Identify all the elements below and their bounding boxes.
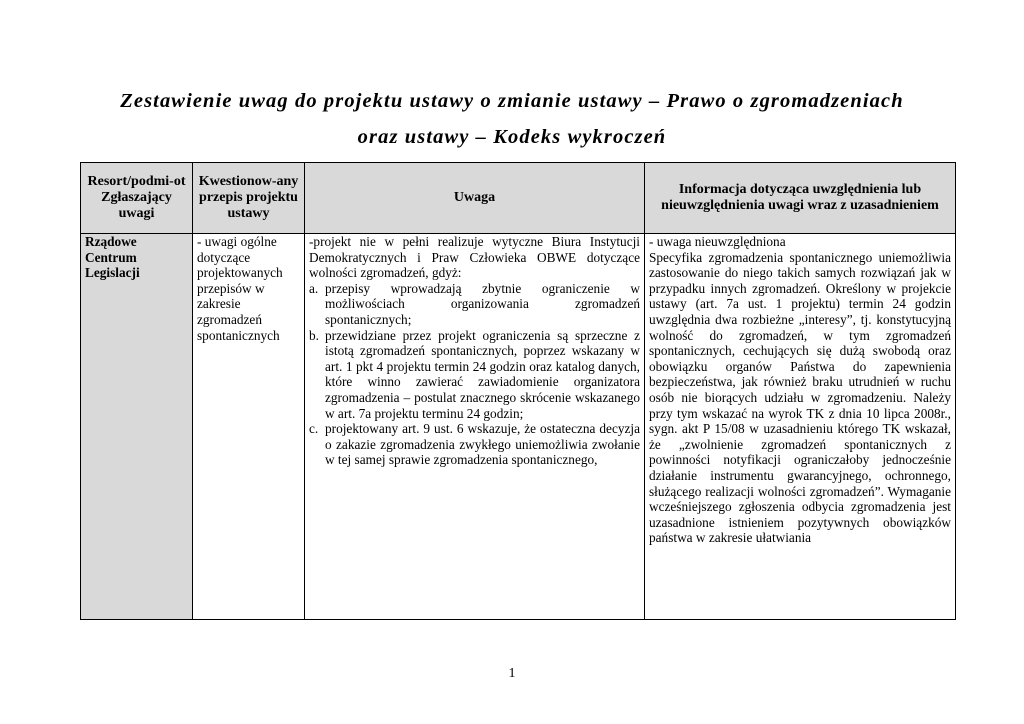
cell-response <box>645 234 956 620</box>
response-status: - uwaga nieuwzględniona <box>649 234 786 249</box>
header-comment: Uwaga <box>305 163 645 234</box>
header-response: Informacja dotycząca uwzględnienia lub nieuwzględnienia uwagi wraz z uzasadnieniem <box>645 163 956 234</box>
comment-intro: -projekt nie w pełni realizuje wytyczne Biura Instytucji Demokratycznych i Praw Człowieka OBWE dotyczące wolności zgromadzeń, gdyż: <box>309 234 640 281</box>
cell-comment <box>305 234 645 620</box>
table-header-row <box>81 163 956 234</box>
table-row <box>81 234 956 620</box>
comments-table <box>80 162 956 620</box>
cell-submitter: Rządowe Centrum Legislacji <box>81 234 193 620</box>
comment-items-list <box>309 281 640 468</box>
cell-provision: - uwagi ogólne dotyczące projektowanych przepisów w zakresie zgromadzeń spontanicznych <box>193 234 305 620</box>
title-line-2: oraz ustawy – Kodeks wykroczeń <box>357 126 667 148</box>
page-number: 1 <box>508 666 516 681</box>
comment-item: a. przepisy wprowadzają zbytnie ograniczenie w możliwościach organizowania zgromadzeń spontanicznych; <box>309 280 640 327</box>
comment-item: c. projektowany art. 9 ust. 6 wskazuje, że ostateczna decyzja o zakazie zgromadzenia zwykłego uniemożliwia zwołanie w tej samej sprawie zgromadzenia spontanicznego, <box>309 421 640 468</box>
title-line-1: Zestawienie uwag do projektu ustawy o zmianie ustawy – Prawo o zgromadzeniach <box>120 90 904 112</box>
document-title <box>60 86 964 152</box>
response-text: Specyfika zgromadzenia spontanicznego uniemożliwia zastosowanie do niego takich samych rozwiązań jak w przypadku innych zgromadzeń. Określony w projekcie ustawy (art. 7a ust. 1 projektu) termin 24 godzin uwzględnia dwa rozbieżne „interesy”, tj. konstytucyjną wolność do zgromadzeń, w tym zgromadzeń spontanicznych, cechujących się dużą swobodą oraz obowiązku organów Państwa do zapewnienia bezpieczeństwa, jak również braku utrudnień w ruchu osób nie biorących udziału w zgromadzeniu. Należy przy tym wskazać na wyrok TK z dnia 10 lipca 2008r., sygn. akt P 15/08 w uzasadnieniu którego TK wskazał, że „zwolnienie zgromadzeń spontanicznych z powinności notyfikacji ograniczałoby jednocześnie działanie instrumentu gwarancyjnego, ochronnego, służącego realizacji wolności zgromadzeń”. Wymaganie wcześniejszego zgłoszenia odbycia zgromadzenia jest uzasadnione istnieniem pozytywnych obowiązków państwa w zakresie ułatwiania <box>649 249 951 546</box>
header-provision: Kwestionow-any przepis projektu ustawy <box>193 163 305 234</box>
comment-item: b. przewidziane przez projekt ograniczenia są sprzeczne z istotą zgromadzeń spontanicznych, poprzez wskazany w art. 1 pkt 4 projektu termin 24 godzin oraz katalog danych, które winno zawierać zawiadomienie organizatora zgromadzenia – postulat znacznego skrócenie wskazanego w art. 7a projektu terminu 24 godzin; <box>309 327 640 421</box>
header-submitter: Resort/podmi-ot Zgłaszający uwagi <box>81 163 193 234</box>
